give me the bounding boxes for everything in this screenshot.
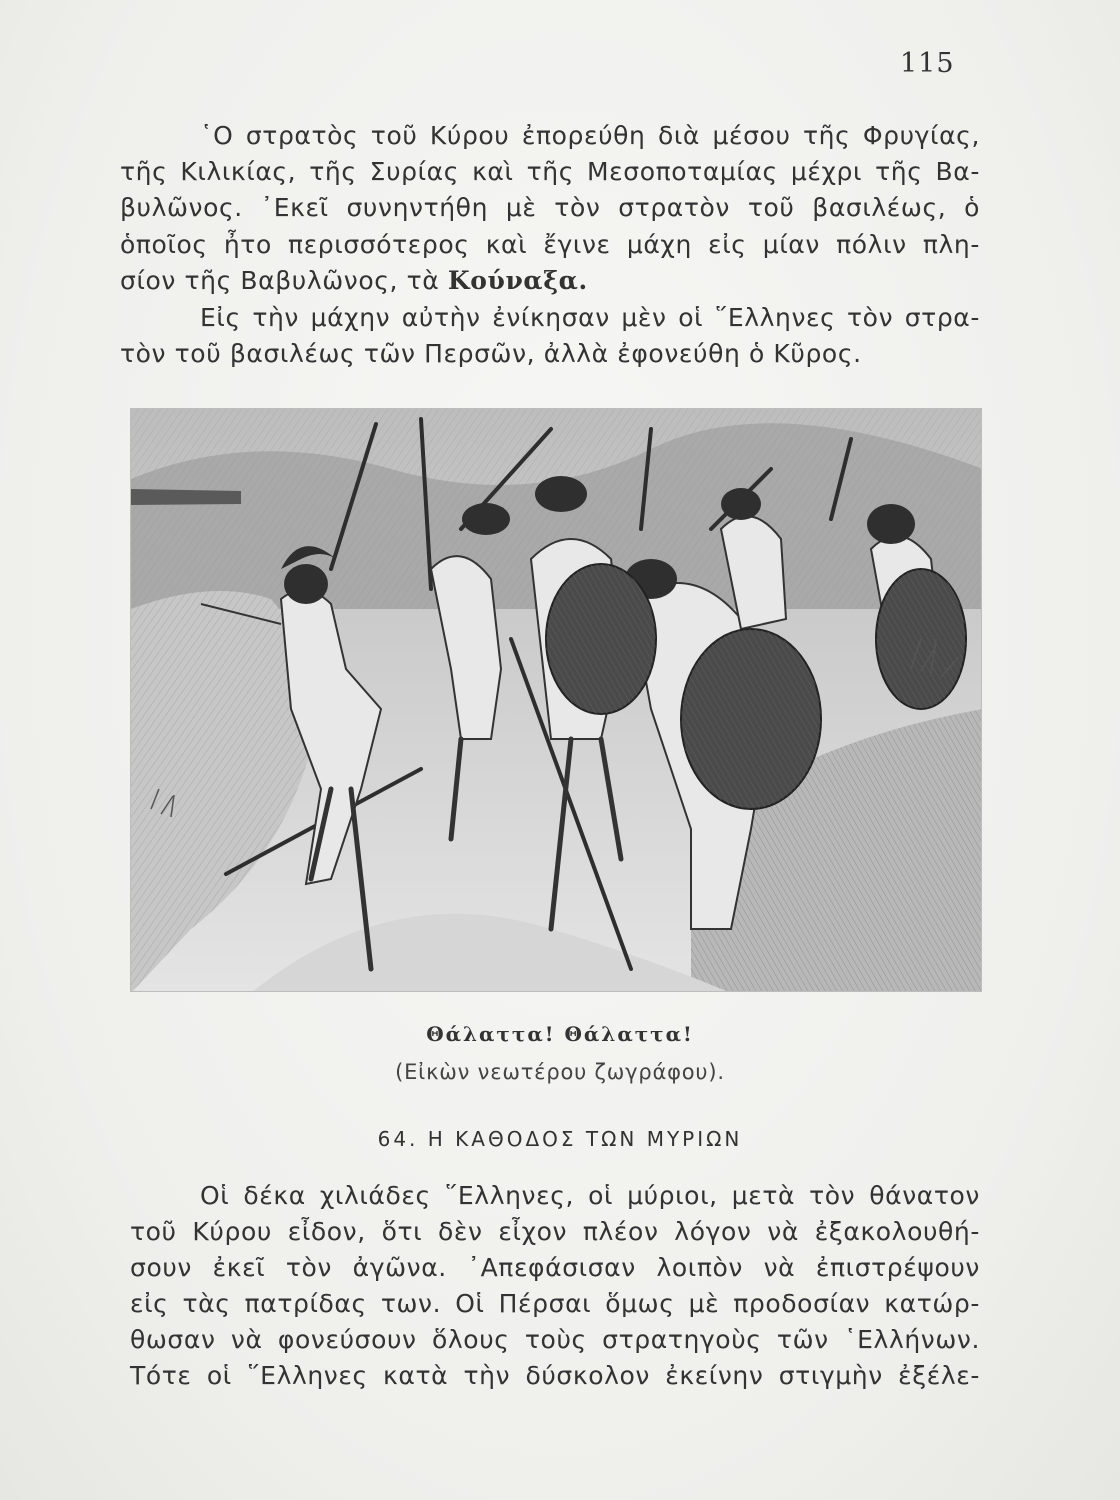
illustration-drawing: [131, 409, 982, 992]
section-line-4: εἰς τὰς πατρίδας των. Οἱ Πέρσαι ὅμως μὲ προδοσίαν κατώρ-: [130, 1289, 980, 1318]
section-line-5: θωσαν νὰ φονεύσουν ὅλους τοὺς στρατηγοὺς τῶν ῾Ελλήνων.: [130, 1325, 980, 1354]
section-heading: 64. Η ΚΑΘΟΔΟΣ ΤΩΝ ΜΥΡΙΩΝ: [377, 1127, 743, 1151]
paragraph1-line-3: βυλῶνος. ᾿Εκεῖ συνηντήθη μὲ τὸν στρατὸν τοῦ βασιλέως, ὁ: [120, 193, 980, 222]
section-line-1: Οἱ δέκα χιλιάδες ῞Ελληνες, οἱ μύριοι, μετὰ τὸν θάνατον: [200, 1181, 980, 1210]
kounaxa-emphasis: Κούναξα.: [447, 266, 588, 295]
paragraph1-line-5: [120, 263, 588, 299]
paragraph1-line-5-text: σίον τῆς Βαβυλῶνος, τὰ: [120, 266, 440, 295]
paragraph1-line-1: ῾Ο στρατὸς τοῦ Κύρου ἐπορεύθη διὰ μέσου τῆς Φρυγίας,: [200, 121, 980, 150]
page-number: 115: [900, 48, 955, 79]
paragraph1-line-4: ὁποῖος ἦτο περισσότερος καὶ ἔγινε μάχη εἰς μίαν πόλιν πλη-: [120, 230, 980, 259]
paragraph1-line-2: τῆς Κιλικίας, τῆς Συρίας καὶ τῆς Μεσοποταμίας μέχρι τῆς Βα-: [120, 157, 980, 186]
section-line-3: σουν ἐκεῖ τὸν ἀγῶνα. ᾿Απεφάσισαν λοιπὸν νὰ ἐπιστρέψουν: [130, 1253, 980, 1282]
paragraph2-line-1: Εἰς τὴν μάχην αὐτὴν ἐνίκησαν μὲν οἱ ῞Ελληνες τὸν στρα-: [200, 303, 980, 332]
battle-illustration: [130, 408, 982, 992]
figure-caption-title: Θάλαττα! Θάλαττα!: [426, 1022, 694, 1046]
section-line-6: Τότε οἱ ῞Ελληνες κατὰ τὴν δύσκολον ἐκείνην στιγμὴν ἐξέλε-: [130, 1361, 980, 1390]
paragraph2-line-2: τὸν τοῦ βασιλέως τῶν Περσῶν, ἀλλὰ ἐφονεύθη ὁ Κῦρος.: [120, 339, 862, 368]
section-line-2: τοῦ Κύρου εἶδον, ὅτι δὲν εἶχον πλέον λόγον νὰ ἐξακολουθή-: [130, 1217, 980, 1246]
figure-caption-subtitle: (Εἰκὼν νεωτέρου ζωγράφου).: [395, 1060, 725, 1084]
